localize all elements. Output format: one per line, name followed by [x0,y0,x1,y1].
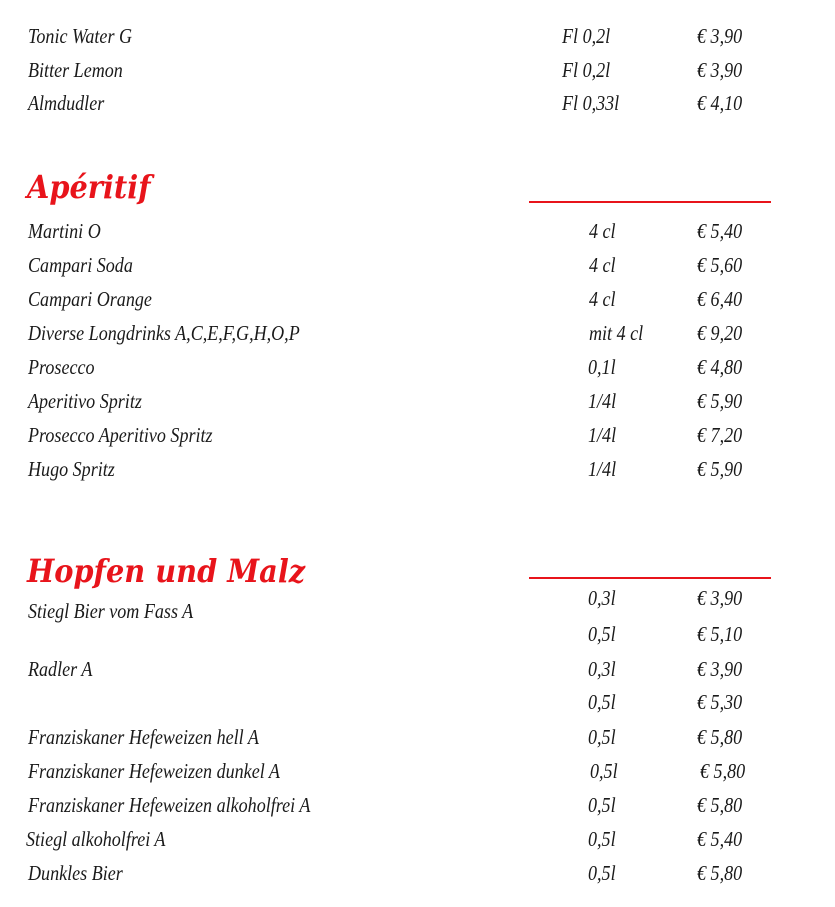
item-name: Stiegl Bier vom Fass A [28,599,194,623]
item-name: Tonic Water G [28,24,133,48]
item-name: Franziskaner Hefeweizen dunkel A [28,759,280,783]
menu-item-row [0,586,835,623]
item-name: Bitter Lemon [28,58,123,82]
item-size: 4 cl [589,253,616,277]
item-size: Fl 0,2l [562,24,611,48]
item-name: Aperitivo Spritz [28,389,142,413]
item-name: Campari Soda [28,253,133,277]
menu-item-row [0,352,835,382]
item-size: 0,5l [588,725,616,749]
item-price: € 6,40 [697,287,743,311]
section-heading-beer: Hopfen und Malz [27,552,306,590]
menu-item-row [0,420,835,450]
item-size: 0,5l [588,622,616,646]
item-price: € 4,80 [697,355,743,379]
item-price: € 5,90 [697,457,743,481]
item-price: € 9,20 [697,321,743,345]
menu-item-row [0,687,835,717]
menu-item-row [0,318,835,348]
item-size: 0,3l [588,586,616,610]
item-price: € 5,80 [697,861,743,885]
item-size: 0,1l [588,355,616,379]
item-name: Franziskaner Hefeweizen hell A [28,725,259,749]
menu-item-row [0,654,835,684]
item-size: 1/4l [588,423,617,447]
item-price: € 3,90 [697,58,743,82]
menu-item-row [0,386,835,416]
menu-item-row [0,619,835,649]
item-size: 0,5l [590,759,618,783]
menu-item-row [0,790,835,820]
menu-item-row [0,250,835,280]
menu-item-row [0,216,835,246]
item-size: 0,5l [588,690,616,714]
item-name: Campari Orange [28,287,152,311]
item-price: € 5,80 [697,793,743,817]
item-price: € 5,30 [697,690,743,714]
menu-item-row [0,454,835,484]
item-price: € 5,40 [697,219,743,243]
menu-item-row [0,88,835,118]
item-name: Dunkles Bier [28,861,123,885]
section-divider [529,201,771,203]
item-size: 1/4l [588,457,617,481]
item-size: 4 cl [589,219,616,243]
item-price: € 5,80 [700,759,746,783]
section-divider [529,577,771,579]
item-size: Fl 0,33l [562,91,620,115]
menu-item-row [0,722,835,752]
item-name: Hugo Spritz [28,457,115,481]
item-name: Martini O [28,219,101,243]
item-name: Prosecco [28,355,95,379]
menu-item-row [0,824,835,854]
item-name: Franziskaner Hefeweizen alkoholfrei A [28,793,311,817]
menu-item-row [0,55,835,85]
item-price: € 5,60 [697,253,743,277]
item-price: € 7,20 [697,423,743,447]
item-size: 0,5l [588,827,616,851]
item-size: mit 4 cl [589,321,644,345]
item-size: 1/4l [588,389,617,413]
item-name: Diverse Longdrinks A,C,E,F,G,H,O,P [28,321,300,345]
menu-item-row [0,858,835,888]
menu-item-row [0,284,835,314]
item-price: € 3,90 [697,657,743,681]
item-price: € 5,10 [697,622,743,646]
item-size: Fl 0,2l [562,58,611,82]
item-name: Prosecco Aperitivo Spritz [28,423,213,447]
section-heading-aperitif: Apéritif [27,168,151,206]
item-size: 0,5l [588,861,616,885]
item-name: Stiegl alkoholfrei A [26,827,166,851]
menu-item-row [0,756,835,786]
item-price: € 3,90 [697,24,743,48]
item-name: Almdudler [28,91,105,115]
item-size: 4 cl [589,287,616,311]
item-size: 0,3l [588,657,616,681]
item-name: Radler A [28,657,93,681]
item-price: € 3,90 [697,586,743,610]
item-price: € 5,40 [697,827,743,851]
item-size: 0,5l [588,793,616,817]
item-price: € 4,10 [697,91,743,115]
menu-item-row [0,21,835,51]
item-price: € 5,80 [697,725,743,749]
item-price: € 5,90 [697,389,743,413]
